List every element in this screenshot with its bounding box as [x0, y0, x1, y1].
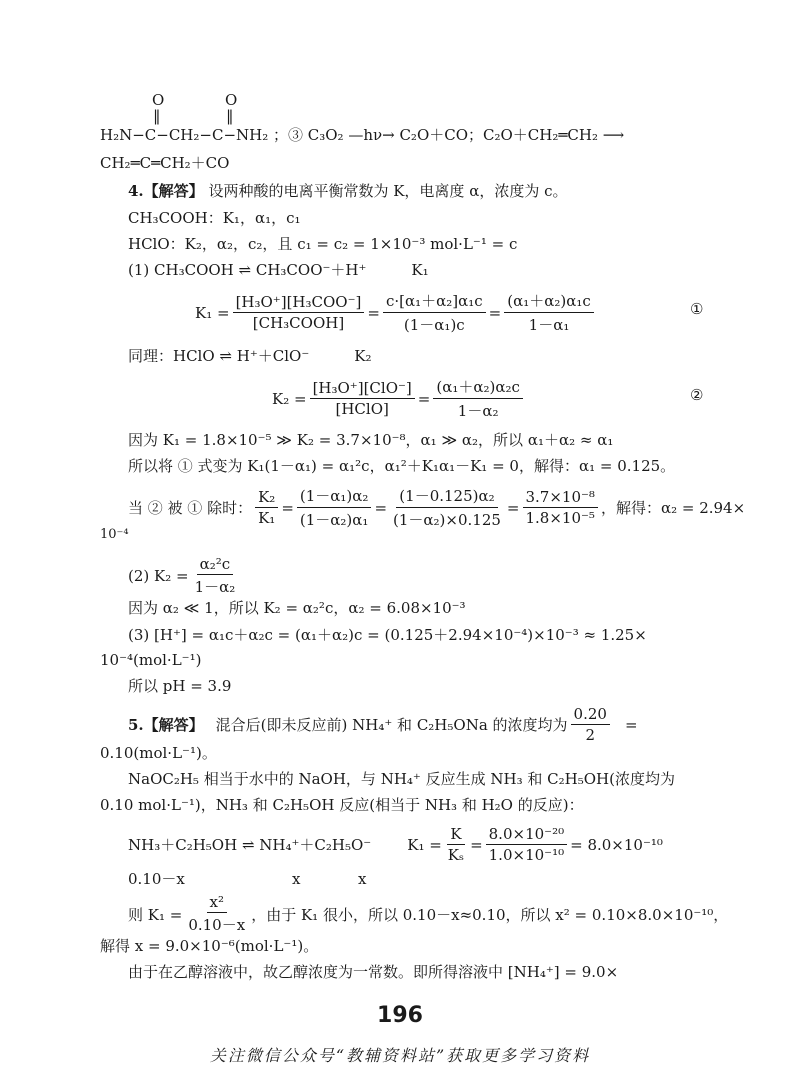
q5-line-1: 0.10(mol·L⁻¹)。 — [100, 744, 217, 762]
q5-line-3: 0.10 mol·L⁻¹)，NH₃ 和 C₂H₅OH 反应(相当于 NH₃ 和 H₂O 的反应)： — [100, 796, 584, 814]
q5-eq2-prefix: 则 K₁ = — [128, 905, 183, 924]
eq1-lhs: K₁ = — [195, 303, 230, 322]
q4-heading-text: 设两种酸的电离平衡常数为 K，电离度 α，浓度为 c。 — [208, 182, 568, 200]
eq3-prefix: 当 ② 被 ① 除时： — [128, 499, 253, 517]
q4-line-7: 10⁻⁴ — [100, 527, 129, 542]
double-bond-left: ‖ — [153, 107, 161, 125]
eq3-fraction-4: $\frac{\text{3.7×10⁻⁸}}{\text{1.8×10⁻⁵}}$ — [523, 488, 598, 527]
q5-eq1-reaction: NH₃＋C₂H₅OH ⇌ NH₄⁺＋C₂H₅O⁻ — [128, 836, 372, 854]
q5-equation-1: NH₃＋C₂H₅OH ⇌ NH₄⁺＋C₂H₅O⁻ K₁ = $\frac{K}{\text{Kₛ}}$ = $\frac{\text{8.0×10⁻²⁰}}{\text{1.0×10⁻¹⁰}}$ = 8.0×10⁻¹⁰ — [128, 825, 663, 864]
q5-row-concentration-a: 0.10－x — [128, 870, 185, 888]
eq3-fraction-3: $\frac{\text{(1－0.125)α₂}}{\text{(1－α₂)×0.125}}$ — [393, 487, 501, 529]
q5-row-concentration-c: x — [358, 870, 367, 888]
eq2-fraction-2: $\frac{\text{(α₁＋α₂)α₂c}}{\text{1－α₂}}$ — [433, 376, 523, 421]
eq3-suffix: ，解得：α₂ = 2.94× — [600, 499, 746, 517]
q5-line-4: 解得 x = 9.0×10⁻⁶(mol·L⁻¹)。 — [100, 937, 319, 955]
q5-eq1-k: K₁ = — [407, 835, 442, 854]
eq3-fraction-1: $\frac{\text{K₂}}{\text{K₁}}$ — [255, 488, 278, 527]
q5-heading-equals: = — [624, 715, 638, 734]
eq4-lhs: (2) K₂ = — [128, 567, 189, 585]
q4-line-1: CH₃COOH：K₁，α₁，c₁ — [128, 209, 301, 227]
q5-heading-number: 5.【解答】 — [128, 716, 204, 734]
double-bond-right: ‖ — [226, 107, 234, 125]
q4-line-3: (1) CH₃COOH ⇌ CH₃COO⁻＋H⁺ K₁ — [128, 261, 429, 279]
q5-heading — [128, 705, 638, 744]
q4-heading — [128, 183, 568, 200]
q5-line-2: NaOC₂H₅ 相当于水中的 NaOH，与 NH₄⁺ 反应生成 NH₃ 和 C₂H₅OH(浓度均为 — [128, 770, 675, 788]
q5-eq1-tail: = 8.0×10⁻¹⁰ — [570, 835, 663, 854]
carbonyl-oxygen-right: O — [225, 91, 238, 109]
equation-number-1: ① — [690, 300, 704, 318]
page-number: 196 — [377, 1003, 423, 1028]
q4-equation-2: K₂ = $\frac{\text{[H₃O⁺][ClO⁻]}}{\text{[HClO]}}$ = $\frac{\text{(α₁＋α₂)α₂c}}{\text{1－α₂}}$ — [272, 376, 526, 421]
eq4-fraction: $\frac{\text{α₂²c}}{\text{1－α₂}}$ — [194, 555, 236, 596]
eq3-fraction-2: $\frac{\text{(1－α₁)α₂}}{\text{(1－α₂)α₁}}$ — [297, 485, 372, 530]
q5-row-concentration-b: x — [292, 870, 301, 888]
q4-equation-1: K₁ = $\frac{\text{[H₃O⁺][H₃COO⁻]}}{\text{[CH₃COOH]}}$ = $\frac{\text{c·[α₁＋α₂]α₁c}}{\text{(1－α₁)c}}$ = $\frac{\text{(α₁＋α₂)α₁c}}{\text{1－α₁}}$ — [195, 290, 597, 335]
q4-line-10: 10⁻⁴(mol·L⁻¹) — [100, 651, 202, 669]
q5-equation-2 — [128, 893, 728, 935]
q5-heading-text: 混合后(即未反应前) NH₄⁺ 和 C₂H₅ONa 的浓度均为 — [215, 716, 568, 734]
q5-eq1-fraction-2: $\frac{\text{8.0×10⁻²⁰}}{\text{1.0×10⁻¹⁰}}$ — [486, 825, 567, 864]
q4-line-4: 同理：HClO ⇌ H⁺＋ClO⁻ K₂ — [128, 347, 372, 365]
q4-line-6: 所以将 ① 式变为 K₁(1－α₁) = α₁²c，α₁²＋K₁α₁－K₁ = 0，解得：α₁ = 0.125。 — [128, 457, 676, 475]
q4-equation-3: 当 ② 被 ① 除时： $\frac{\text{K₂}}{\text{K₁}}$ = $\frac{\text{(1－α₁)α₂}}{\text{(1－α₂)α₁}}$ = $\frac{\text{(1－0.125)α₂}}{\text{(1－α₂)×0.125}}$ = $\frac{\text{3.7×10⁻⁸}}{\text{1.8×10⁻⁵}}$ ，解得：α₂ = 2.94× — [128, 487, 746, 529]
q4-line-11: 所以 pH = 3.9 — [128, 677, 232, 695]
q4-line-5: 因为 K₁ = 1.8×10⁻⁵ ≫ K₂ = 3.7×10⁻⁸，α₁ ≫ α₂，所以 α₁＋α₂ ≈ α₁ — [128, 431, 614, 449]
q4-equation-4 — [128, 555, 241, 597]
q4-heading-number: 4.【解答】 — [128, 182, 204, 200]
q4-line-8: 因为 α₂ ≪ 1，所以 K₂ = α₂²c，α₂ = 6.08×10⁻³ — [128, 599, 466, 617]
q5-eq2-suffix: ，由于 K₁ 很小，所以 0.10－x≈0.10，所以 x² = 0.10×8.0×10⁻¹⁰， — [251, 905, 729, 924]
carbonyl-oxygen-left: O — [152, 91, 165, 109]
q4-line-9: (3) [H⁺] = α₁c＋α₂c = (α₁＋α₂)c = (0.125＋2.94×10⁻⁴)×10⁻³ ≈ 1.25× — [128, 626, 647, 644]
eq2-fraction-1: $\frac{\text{[H₃O⁺][ClO⁻]}}{\text{[HClO]}}$ — [310, 379, 415, 418]
equation-number-2: ② — [690, 386, 704, 404]
structural-formula-line2: CH₂═C═CH₂＋CO — [100, 154, 230, 172]
q5-eq1-fraction-1: $\frac{K}{\text{Kₛ}}$ — [447, 825, 465, 864]
structural-formula-line: H₂N−C−CH₂−C−NH₂ ；③ C₃O₂ —hν→ C₂O＋CO；C₂O＋CH₂═CH₂ ⟶ — [100, 126, 625, 144]
eq1-fraction-1: $\frac{\text{[H₃O⁺][H₃COO⁻]}}{\text{[CH₃COOH]}}$ — [233, 293, 365, 332]
eq2-lhs: K₂ = — [272, 389, 307, 408]
q5-line-5: 由于在乙醇溶液中，故乙醇浓度为一常数。即所得溶液中 [NH₄⁺] = 9.0× — [128, 963, 619, 981]
footer-notice: 关注微信公众号“教辅资料站”获取更多学习资料 — [209, 1046, 591, 1065]
eq1-fraction-2: $\frac{\text{c·[α₁＋α₂]α₁c}}{\text{(1－α₁)c}}$ — [383, 290, 486, 335]
q4-line-2: HClO：K₂，α₂，c₂，且 c₁ = c₂ = 1×10⁻³ mol·L⁻¹ = c — [128, 235, 518, 253]
eq1-fraction-3: $\frac{\text{(α₁＋α₂)α₁c}}{\text{1－α₁}}$ — [504, 290, 594, 335]
q5-heading-fraction: $\frac{0.20}{2}$ — [571, 705, 610, 744]
q5-eq2-fraction: $\frac{\text{x²}}{0.10-x}$ — [188, 893, 246, 934]
